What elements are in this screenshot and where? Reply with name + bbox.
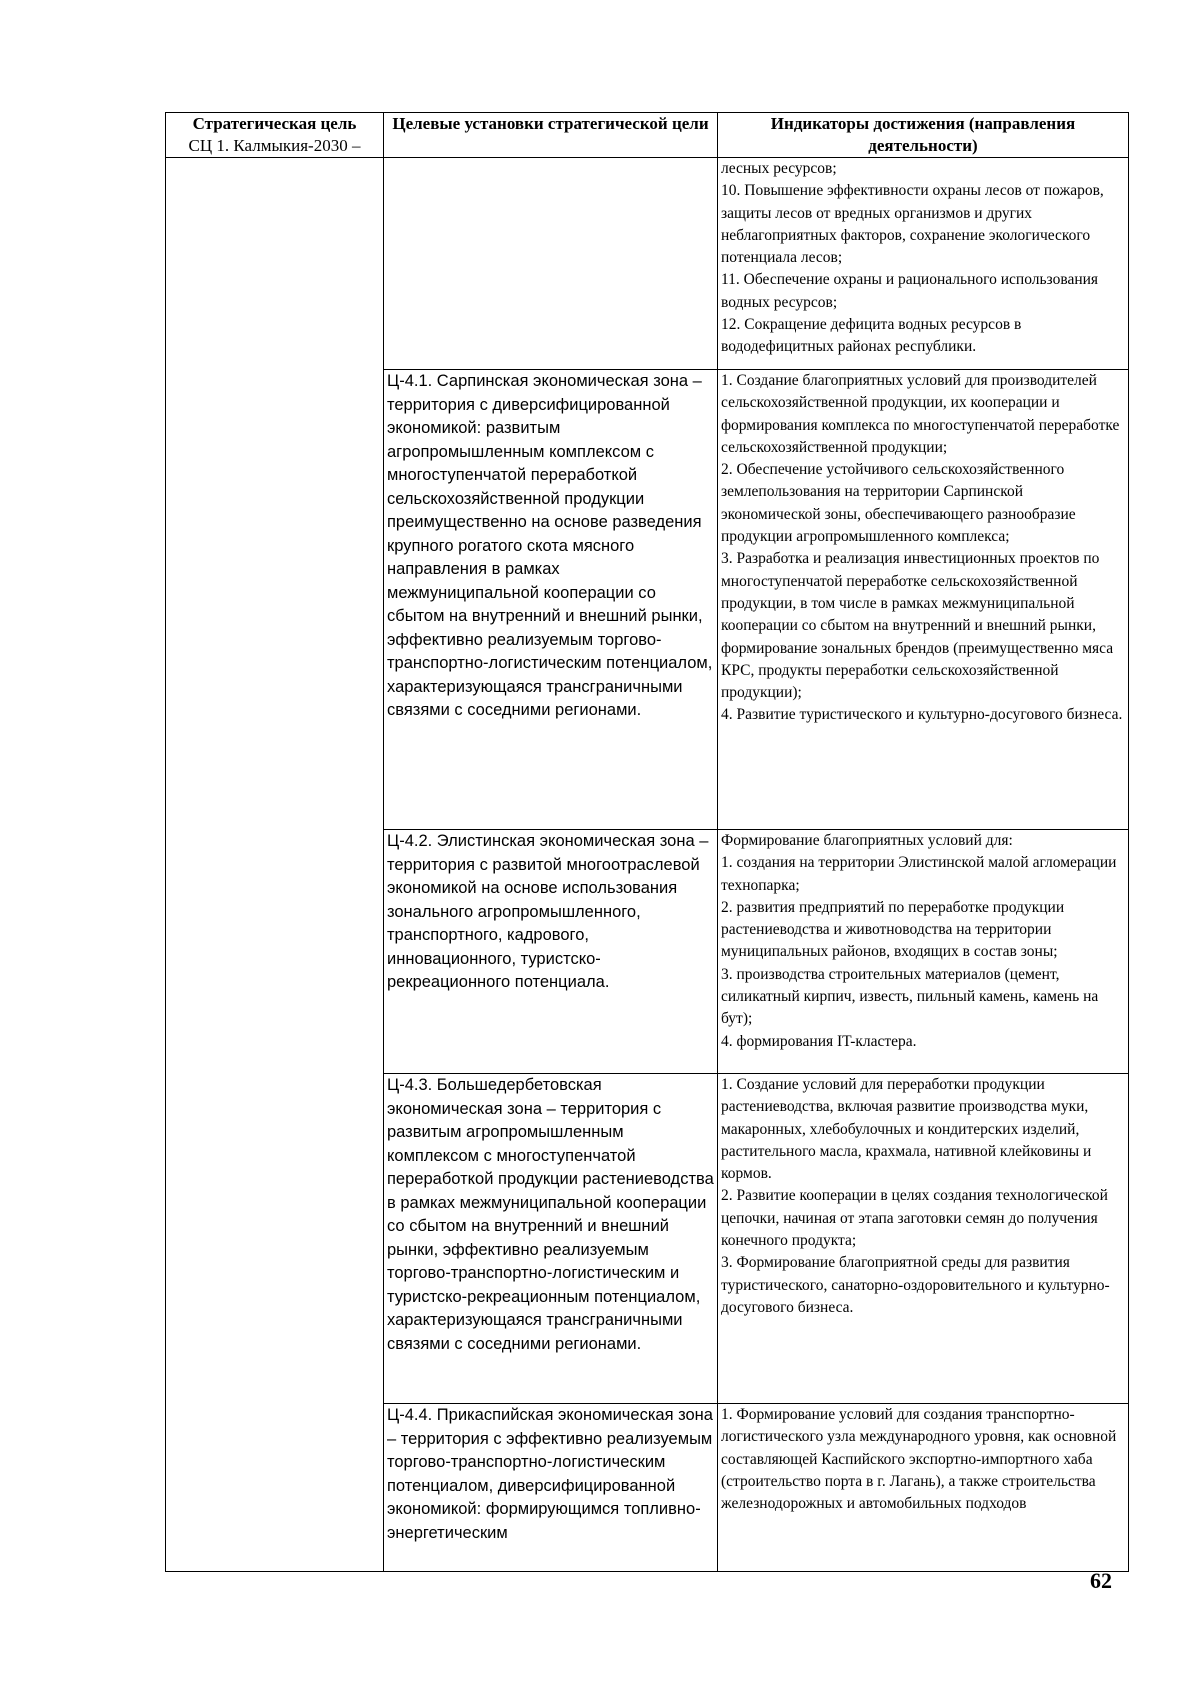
target-cell bbox=[384, 1074, 718, 1404]
header-col3-title: Индикаторы достижения (направления деятельности) bbox=[770, 114, 1076, 155]
header-strategic-goal bbox=[166, 113, 384, 158]
header-indicators bbox=[718, 113, 1129, 158]
target-cell bbox=[384, 1404, 718, 1572]
target-cell bbox=[384, 158, 718, 370]
header-col1-subtitle: СЦ 1. Калмыкия-2030 – bbox=[188, 136, 361, 155]
indicators-text: лесных ресурсов; 10. Повышение эффективности охраны лесов от пожаров, защиты лесов от вредных организмов и других неблагоприятных факторов, сохранение экологического потенциала лесов; 11. Обеспечение охраны и рационального использования водных ресурсов; 12. Сокращение дефицита водных ресурсов в вододефицитных районах республики. bbox=[721, 160, 1104, 356]
table-row bbox=[166, 158, 1129, 370]
header-col2-title: Целевые установки стратегической цели bbox=[392, 114, 709, 133]
target-text: Ц-4.4. Прикаспийская экономическая зона – территория с эффективно реализуемым торгово-транспортно-логистическим потенциалом, диверсифицированной экономикой: формирующимся топливно-энергетическим bbox=[387, 1406, 713, 1542]
indicators-cell bbox=[718, 370, 1129, 830]
header-target-settings bbox=[384, 113, 718, 158]
indicators-text: 1. Создание благоприятных условий для производителей сельскохозяйственной продукции, их кооперации и формирования комплекса по многоступенчатой переработке сельскохозяйственной продукции; 2. Обеспечение устойчивого сельскохозяйственного землепользования на территории Сарпинской экономической зоны, обеспечивающего разнообразие продукции агропромышленного комплекса; 3. Разработка и реализация инвестиционных проектов по многоступенчатой переработке сельскохозяйственной продукции, в том числе в рамках межмуниципальной кооперации со сбытом на внутренний и внешний рынки, формирование зональных брендов (преимущественно мяса КРС, продукты переработки сельскохозяйственной продукции); 4. Развитие туристического и культурно-досугового бизнеса. bbox=[721, 372, 1123, 724]
indicators-cell bbox=[718, 1404, 1129, 1572]
indicators-text: 1. Формирование условий для создания транспортно-логистического узла международного уровня, как основной составляющей Каспийского экспортно-импортного хаба (строительство порта в г. Лагань), а также строительства железнодорожных и автомобильных подходов bbox=[721, 1406, 1117, 1513]
indicators-cell bbox=[718, 158, 1129, 370]
indicators-cell bbox=[718, 1074, 1129, 1404]
strategy-table bbox=[165, 112, 1129, 1572]
target-cell bbox=[384, 370, 718, 830]
target-cell bbox=[384, 830, 718, 1074]
document-page bbox=[165, 112, 1128, 1572]
indicators-cell bbox=[718, 830, 1129, 1074]
target-text: Ц-4.3. Большедербетовская экономическая зона – территория с развитым агропромышленным комплексом с многоступенчатой переработкой продукции растениеводства в рамках межмуниципальной кооперации со сбытом на внутренний и внешний рынки, эффективно реализуемым торгово-транспортно-логистическим и туристско-рекреационным потенциалом, характеризующаяся трансграничными связями с соседними регионами. bbox=[387, 1076, 714, 1353]
indicators-text: Формирование благоприятных условий для: 1. создания на территории Элистинской малой агломерации технопарка; 2. развития предприятий по переработке продукции растениеводства и животноводства на территории муниципальных районов, входящих в состав зоны; 3. производства строительных материалов (цемент, силикатный кирпич, известь, пильный камень, камень на бут); 4. формирования IT-кластера. bbox=[721, 832, 1117, 1050]
target-text: Ц-4.2. Элистинская экономическая зона – территория с развитой многоотраслевой экономикой на основе использования зонального агропромышленного, транспортного, кадрового, инновационного, туристско-рекреационного потенциала. bbox=[387, 832, 709, 991]
table-header-row bbox=[166, 113, 1129, 158]
indicators-text: 1. Создание условий для переработки продукции растениеводства, включая развитие производства муки, макаронных, хлебобулочных и кондитерских изделий, растительного масла, крахмала, нативной клейковины и кормов. 2. Развитие кооперации в целях создания технологической цепочки, начиная от этапа заготовки семян до получения конечного продукта; 3. Формирование благоприятной среды для развития туристического, санаторно-оздоровительного и культурно-досугового бизнеса. bbox=[721, 1076, 1110, 1316]
target-text: Ц-4.1. Сарпинская экономическая зона – территория с диверсифицированной экономикой: развитым агропромышленным комплексом с многоступенчатой переработкой сельскохозяйственной продукции преимущественно на основе разведения крупного рогатого скота мясного направления в рамках межмуниципальной кооперации со сбытом на внутренний и внешний рынки, эффективно реализуемым торгово-транспортно-логистическим потенциалом, характеризующаяся трансграничными связями с соседними регионами. bbox=[387, 372, 713, 719]
page-number: 62 bbox=[1090, 1568, 1112, 1593]
strategic-goal-cell bbox=[166, 158, 384, 1572]
header-col1-title: Стратегическая цель bbox=[192, 114, 357, 133]
